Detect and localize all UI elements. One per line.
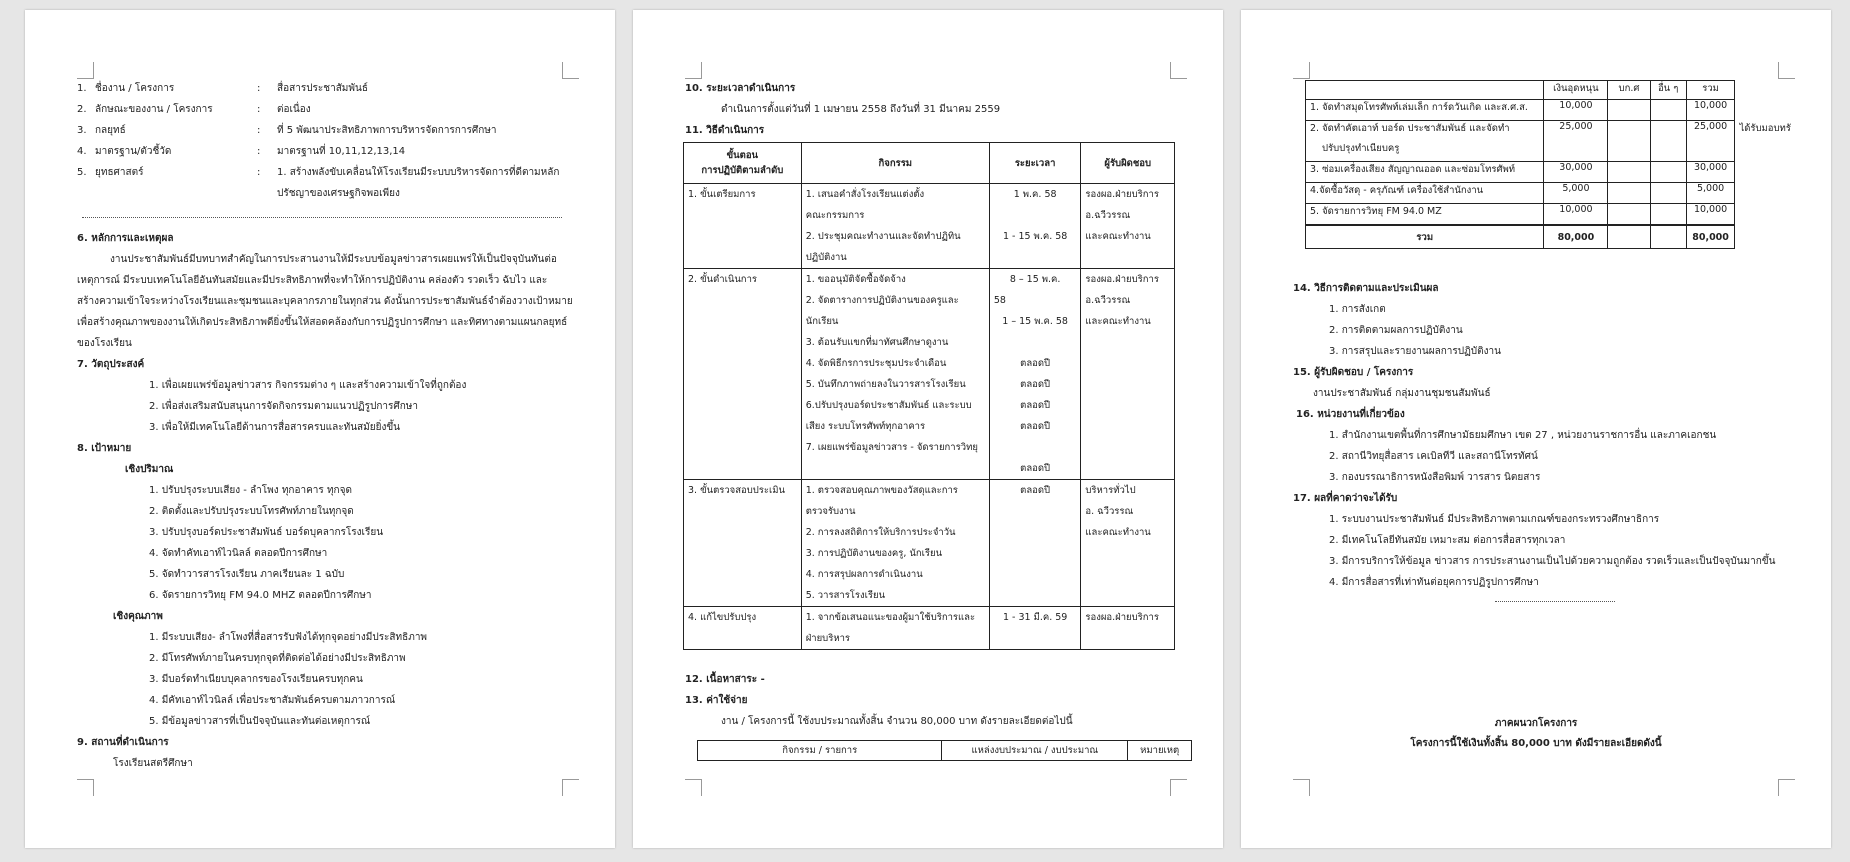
header-responsible: ผู้รับผิดชอบ [1081, 143, 1175, 184]
stage-label: 4. แก้ไขปรับปรุง [688, 612, 757, 623]
rationale-line: ของโรงเรียน [77, 338, 132, 349]
header-cell: อื่น ๆ [1650, 81, 1686, 100]
header-num: 1. [77, 83, 87, 94]
other-cell [1650, 162, 1686, 183]
crop-mark [1778, 62, 1795, 79]
duration-line: ตลอดปี [1020, 379, 1051, 390]
header-label: ยุทธศาสตร์ [95, 167, 144, 178]
item-cell: 3. ซ่อมเครื่องเสียง สัญญาณออด และซ่อมโทรศัพท์ [1306, 162, 1544, 183]
activity-line: 3. การปฏิบัติงานของครู, นักเรียน [805, 548, 943, 559]
header-colon: : [257, 125, 261, 136]
stage-label: 1. ขั้นเตรียมการ [688, 189, 756, 200]
activity-cell [801, 269, 989, 480]
activity-cell [801, 480, 989, 607]
strategy: ที่ 5 พัฒนาประสิทธิภาพการบริหารจัดการการศึกษา [277, 125, 497, 136]
header-cell: หมายเหตุ [1128, 741, 1192, 761]
rationale-line: เพื่อสร้างคุณภาพของงานให้เกิดประสิทธิภาพดียิ่งขึ้นให้สอดคล้องกับการปฏิรูปการศึกษา และทิศทางตามแผนกลยุทธ์ [77, 317, 568, 328]
crop-mark [77, 779, 94, 796]
responsible-cell [1081, 269, 1175, 480]
activity-line: ตรวจรับงาน [805, 506, 856, 517]
bks-cell [1608, 183, 1650, 204]
duration-line: 1 - 31 มี.ค. 59 [1002, 612, 1068, 623]
responsible-cell [1081, 480, 1175, 607]
duration-line: 1 - 15 พ.ค. 58 [1002, 231, 1068, 242]
crop-mark [1170, 779, 1187, 796]
section-15-title: 15. ผู้รับผิดชอบ / โครงการ [1293, 367, 1414, 378]
duration-line [994, 437, 1077, 458]
table-header-row [1306, 81, 1804, 100]
stage-cell [684, 184, 802, 269]
header-cell: เงินอุดหนุน [1544, 81, 1608, 100]
duration-line: ตลอดปี [1020, 421, 1051, 432]
header-colon: : [257, 83, 261, 94]
table-header-row [698, 741, 1192, 761]
item-cell: 1. จัดทำสมุดโทรศัพท์เล่มเล็ก การ์ดวันเกิด และส.ศ.ส. [1306, 100, 1544, 121]
separator [82, 217, 562, 218]
activity-line: ฝ่ายบริหาร [805, 633, 851, 644]
crop-mark [685, 779, 702, 796]
responsible-line: อ. ฉวีวรรณ [1085, 506, 1134, 517]
header-label: ชื่องาน / โครงการ [95, 83, 175, 94]
header-colon: : [257, 167, 261, 178]
table-row [1306, 100, 1804, 121]
rationale-line: เหตุการณ์ มีระบบเทคโนโลยีอันทันสมัยและมีประสิทธิภาพที่จะทำให้การปฏิบัติงาน คล่องตัว รวดเร็ว ฉับไว และ [77, 275, 548, 286]
section-12-title: 12. เนื้อหาสาระ - [685, 674, 765, 685]
header-activity: กิจกรรม [801, 143, 989, 184]
section-13-title: 13. ค่าใช้จ่าย [685, 695, 748, 706]
table-row [684, 269, 1175, 480]
policy: 1. สร้างพลังขับเคลื่อนให้โรงเรียนมีระบบบริหารจัดการที่ดีตามหลัก [277, 167, 560, 178]
outcome-item: 2. มีเทคโนโลยีทันสมัย เหมาะสม ต่อการสื่อสารทุกเวลา [1329, 535, 1566, 546]
note-cell [1735, 162, 1803, 183]
target-item: 5. มีข้อมูลข่าวสารที่เป็นปัจจุบันและทันต่อเหตุการณ์ [149, 716, 371, 727]
total-cell: 30,000 [1686, 162, 1735, 183]
activity-line: 7. เผยแพร่ข้อมูลข่าวสาร - จัดรายการวิทยุ [805, 442, 978, 453]
document-page-3 [1241, 10, 1831, 848]
qualitative-title: เชิงคุณภาพ [113, 611, 163, 622]
table-row [1306, 121, 1804, 142]
activity-line: 2. ประชุมคณะทำงานและจัดทำปฏิทิน [805, 231, 961, 242]
table-row [684, 480, 1175, 607]
outcome-item: 4. มีการสื่อสารที่เท่าทันต่อยุคการปฏิรูปการศึกษา [1329, 577, 1539, 588]
total-cell: 5,000 [1686, 183, 1735, 204]
subsidy-cell [1544, 141, 1608, 162]
duration-line: ตลอดปี [1020, 358, 1051, 369]
section-10-title: 10. ระยะเวลาดำเนินการ [685, 83, 796, 94]
section-8-title: 8. เป้าหมาย [77, 443, 132, 454]
objective-item: 2. เพื่อส่งเสริมสนับสนุนการจัดกิจกรรมตามแนวปฏิรูปการศึกษา [149, 401, 418, 412]
section-17-title: 17. ผลที่คาดว่าจะได้รับ [1293, 493, 1398, 504]
policy-cont: ปรัชญาของเศรษฐกิจพอเพียง [277, 188, 400, 199]
subsidy-cell: 25,000 [1544, 121, 1608, 142]
section-7-title: 7. วัตถุประสงค์ [77, 359, 145, 370]
activity-line: 5. วารสารโรงเรียน [805, 590, 886, 601]
target-item: 1. ปรับปรุงระบบเสียง - ลำโพง ทุกอาคาร ทุกจุด [149, 485, 352, 496]
crop-mark [1778, 779, 1795, 796]
activity-line: 2. จัดตารางการปฏิบัติงานของครูและ [805, 295, 959, 306]
duration-cell [989, 269, 1081, 480]
activity-line: 1. เสนอคำสั่งโรงเรียนแต่งตั้ง [805, 189, 925, 200]
activity-line: 1. จากข้อเสนอแนะของผู้มาใช้บริการและ [805, 612, 976, 623]
header-stage: ขั้นตอน [726, 150, 759, 161]
table-row [1306, 141, 1804, 162]
responsible-line: รองผอ.ฝ่ายบริการ [1085, 274, 1159, 285]
header-label: กลยุทธ์ [95, 125, 126, 136]
activity-cell [801, 607, 989, 650]
location-value: โรงเรียนสตรีศึกษา [113, 758, 193, 769]
header-cell: บก.ศ [1608, 81, 1650, 100]
duration-cell [989, 607, 1081, 650]
standard: มาตรฐานที่ 10,11,12,13,14 [277, 146, 406, 157]
header-num: 5. [77, 167, 87, 178]
duration-value: ดำเนินการตั้งแต่วันที่ 1 เมษายน 2558 ถึงวันที่ 31 มีนาคม 2559 [721, 104, 1001, 115]
outcome-item: 3. มีการบริการให้ข้อมูล ข่าวสาร การประสานงานเป็นไปด้วยความถูกต้อง รวดเร็วและเป็นปัจจุบันมากขึ้น [1329, 556, 1776, 567]
header-label: มาตรฐาน/ตัวชี้วัด [95, 146, 172, 157]
activity-line: คณะกรรมการ [805, 210, 865, 221]
responsible-line: รองผอ.ฝ่ายบริการ [1085, 612, 1159, 623]
document-page-2 [633, 10, 1223, 848]
item-cell: 4.จัดซื้อวัสดุ - ครุภัณฑ์ เครื่องใช้สำนักงาน [1306, 183, 1544, 204]
section-6-title: 6. หลักการและเหตุผล [77, 233, 174, 244]
responsible-line: บริหารทั่วไป [1085, 485, 1136, 496]
total-cell: 10,000 [1686, 204, 1735, 226]
duration-line: ตลอดปี [1020, 400, 1051, 411]
note-cell [1735, 100, 1803, 121]
total-sum: 80,000 [1686, 225, 1735, 249]
total-cell: 10,000 [1686, 100, 1735, 121]
header-colon: : [257, 146, 261, 157]
crop-mark [562, 62, 579, 79]
other-cell [1650, 204, 1686, 226]
responsible-line: และคณะทำงาน [1085, 231, 1151, 242]
appendix-subtitle: โครงการนี้ใช้เงินทั้งสิ้น 80,000 บาท ดังมีรายละเอียดดังนี้ [1410, 738, 1662, 749]
agency-item: 3. กองบรรณาธิการหนังสือพิมพ์ วารสาร นิตยสาร [1329, 472, 1541, 483]
target-item: 3. มีบอร์ดทำเนียบบุคลากรของโรงเรียนครบทุกคน [149, 674, 363, 685]
section-14-title: 14. วิธีการติดตามและประเมินผล [1293, 283, 1439, 294]
budget-summary: งาน / โครงการนี้ ใช้งบประมาณทั้งสิ้น จำนวน 80,000 บาท ดังรายละเอียดต่อไปนี้ [721, 716, 1073, 727]
total-label: รวม [1306, 225, 1544, 249]
responsible-line: อ.ฉวีวรรณ [1085, 295, 1131, 306]
agency-item: 1. สำนักงานเขตพื้นที่การศึกษามัธยมศึกษา เขต 27 , หน่วยงานราชการอื่น และภาคเอกชน [1329, 430, 1717, 441]
item-cell: ปรับปรุงทำเนียบครู [1306, 141, 1544, 162]
subsidy-cell: 10,000 [1544, 100, 1608, 121]
header-cell: แหล่งงบประมาณ / งบประมาณ [942, 741, 1128, 761]
bks-cell [1608, 162, 1650, 183]
activity-line: 6.ปรับปรุงบอร์ดประชาสัมพันธ์ และระบบ [805, 400, 972, 411]
header-cell: รวม [1686, 81, 1735, 100]
table-row [1306, 204, 1804, 226]
document-page-1 [25, 10, 615, 848]
budget-header-table [697, 740, 1192, 761]
header-duration: ระยะเวลา [989, 143, 1081, 184]
evaluation-item: 1. การสังเกต [1329, 304, 1386, 315]
subsidy-cell: 10,000 [1544, 204, 1608, 226]
note-cell [1735, 183, 1803, 204]
rationale-line: งานประชาสัมพันธ์มีบทบาทสำคัญในการประสานงานให้มีระบบข้อมูลข่าวสารเผยแพร่ให้เป็นปัจจุบันทันต่อ [110, 254, 557, 265]
bks-cell [1608, 141, 1650, 162]
target-item: 6. จัดรายการวิทยุ FM 94.0 MHZ ตลอดปีการศึกษา [149, 590, 372, 601]
crop-mark [562, 779, 579, 796]
evaluation-item: 2. การติดตามผลการปฏิบัติงาน [1329, 325, 1463, 336]
other-cell [1650, 183, 1686, 204]
activity-line: 5. บันทึกภาพถ่ายลงในวารสารโรงเรียน [805, 379, 966, 390]
responsible-cell [1081, 607, 1175, 650]
note-cell [1735, 204, 1803, 226]
table-row [1306, 162, 1804, 183]
item-cell: 2. จัดทำคัตเอาท์ บอร์ด ประชาสัมพันธ์ และจัดทำ [1306, 121, 1544, 142]
duration-line: ตลอดปี [1020, 463, 1051, 474]
total-bks [1608, 225, 1650, 249]
header-num: 4. [77, 146, 87, 157]
duration-line: ตลอดปี [1020, 485, 1051, 496]
stage-cell [684, 269, 802, 480]
appendix-title: ภาคผนวกโครงการ [1494, 718, 1578, 729]
duration-line: 8 – 15 พ.ค. [1009, 274, 1061, 285]
other-cell [1650, 100, 1686, 121]
crop-mark [77, 62, 94, 79]
stage-cell [684, 480, 802, 607]
table-row [1306, 183, 1804, 204]
bks-cell [1608, 204, 1650, 226]
duration-cell [989, 184, 1081, 269]
bks-cell [1608, 121, 1650, 142]
header-num: 2. [77, 104, 87, 115]
header-cell: กิจกรรม / รายการ [698, 741, 942, 761]
activity-line: 1. ขออนุมัติจัดซื้อจัดจ้าง [805, 274, 906, 285]
duration-line: 58 [993, 295, 1006, 306]
note-cell [1735, 81, 1803, 100]
duration-cell [989, 480, 1081, 607]
total-row [1306, 225, 1804, 249]
other-cell [1650, 141, 1686, 162]
project-type: ต่อเนื่อง [277, 104, 311, 115]
target-item: 2. มีโทรศัพท์ภายในครบทุกจุดที่ติดต่อได้อย่างมีประสิทธิภาพ [149, 653, 406, 664]
activity-line: 4. การสรุปผลการดำเนินงาน [805, 569, 923, 580]
bks-cell [1608, 100, 1650, 121]
quantitative-title: เชิงปริมาณ [125, 464, 174, 475]
subsidy-cell: 30,000 [1544, 162, 1608, 183]
total-subsidy: 80,000 [1544, 225, 1608, 249]
activity-line: 3. ต้อนรับแขกที่มาทัศนศึกษาดูงาน [805, 337, 949, 348]
method-table [683, 142, 1175, 650]
duration-line: 1 – 15 พ.ค. 58 [1002, 316, 1068, 327]
responsible-line: และคณะทำงาน [1085, 316, 1151, 327]
table-row [684, 184, 1175, 269]
total-other [1650, 225, 1686, 249]
activity-cell [801, 184, 989, 269]
stage-cell [684, 607, 802, 650]
target-item: 3. ปรับปรุงบอร์ดประชาสัมพันธ์ บอร์ดบุคลากรโรงเรียน [149, 527, 384, 538]
section-9-title: 9. สถานที่ดำเนินการ [77, 737, 169, 748]
header-num: 3. [77, 125, 87, 136]
crop-mark [685, 62, 702, 79]
activity-line: นักเรียน [805, 316, 839, 327]
activity-line: ปฏิบัติงาน [805, 252, 847, 263]
stage-label: 2. ขั้นดำเนินการ [688, 274, 758, 285]
table-row [684, 607, 1175, 650]
target-item: 2. ติดตั้งและปรับปรุงระบบโทรศัพท์ภายในทุกจุด [149, 506, 354, 517]
target-item: 1. มีระบบเสียง- ลำโพงที่สื่อสารรับฟังได้ทุกจุดอย่างมีประสิทธิภาพ [149, 632, 428, 643]
responsible-line: และคณะทำงาน [1085, 527, 1151, 538]
section-11-title: 11. วิธีดำเนินการ [685, 125, 765, 136]
total-cell [1686, 141, 1735, 162]
header-cell [1306, 81, 1544, 100]
responsible-cell [1081, 184, 1175, 269]
budget-table [1305, 80, 1803, 249]
header-label: ลักษณะของงาน / โครงการ [95, 104, 213, 115]
responsible-line: อ.ฉวีวรรณ [1085, 210, 1131, 221]
subsidy-cell: 5,000 [1544, 183, 1608, 204]
activity-line: 1. ตรวจสอบคุณภาพของวัสดุและการ [805, 485, 958, 496]
note-cell: ได้รับมอบทรั [1739, 122, 1791, 134]
total-cell: 25,000 [1686, 121, 1735, 142]
header-order: การปฏิบัติตามลำดับ [701, 165, 784, 176]
duration-line [994, 205, 1077, 226]
rationale-line: สร้างความเข้าใจระหว่างโรงเรียนและชุมชนและบุคลากรภายในทุกส่วน ดังนั้นการประชาสัมพันธ์จำต้องวางเป้าหมาย [77, 296, 573, 307]
crop-mark [1170, 62, 1187, 79]
header-cell [684, 143, 802, 184]
crop-mark [1293, 62, 1310, 79]
note-cell [1735, 225, 1803, 249]
item-cell: 5. จัดรายการวิทยุ FM 94.0 MZ [1306, 204, 1544, 226]
responsible-value: งานประชาสัมพันธ์ กลุ่มงานชุมชนสัมพันธ์ [1313, 388, 1491, 399]
responsible-line: รองผอ.ฝ่ายบริการ [1085, 189, 1159, 200]
evaluation-item: 3. การสรุปและรายงานผลการปฏิบัติงาน [1329, 346, 1501, 357]
crop-mark [1293, 779, 1310, 796]
objective-item: 1. เพื่อเผยแพร่ข้อมูลข่าวสาร กิจกรรมต่าง ๆ และสร้างความเข้าใจที่ถูกต้อง [149, 380, 467, 391]
table-header-row [684, 143, 1175, 184]
activity-line: 2. การลงสถิติการให้บริการประจำวัน [805, 527, 956, 538]
target-item: 5. จัดทำวารสารโรงเรียน ภาคเรียนละ 1 ฉบับ [149, 569, 345, 580]
section-16-title: 16. หน่วยงานที่เกี่ยวข้อง [1296, 409, 1405, 420]
stage-label: 3. ขั้นตรวจสอบประเมิน [688, 485, 786, 496]
project-name: สื่อสารประชาสัมพันธ์ [277, 83, 368, 94]
activity-line: 4. จัดพิธีกรการประชุมประจำเดือน [805, 358, 947, 369]
duration-line [994, 332, 1077, 353]
duration-line: 1 พ.ค. 58 [1013, 189, 1057, 200]
outcome-item: 1. ระบบงานประชาสัมพันธ์ มีประสิทธิภาพตามเกณฑ์ของกระทรวงศึกษาธิการ [1329, 514, 1660, 525]
agency-item: 2. สถานีวิทยุสื่อสาร เคเบิลทีวี และสถานีโทรทัศน์ [1329, 451, 1538, 462]
objective-item: 3. เพื่อให้มีเทคโนโลยีด้านการสื่อสารครบและทันสมัยยิ่งขึ้น [149, 422, 401, 433]
activity-line: เสียง ระบบโทรศัพท์ทุกอาคาร [805, 421, 926, 432]
separator [1495, 601, 1615, 602]
header-colon: : [257, 104, 261, 115]
other-cell [1650, 121, 1686, 142]
target-item: 4. มีคัทเอาท์ไวนิลล์ เพื่อประชาสัมพันธ์ครบตามภาวการณ์ [149, 695, 396, 706]
note-cell [1735, 141, 1803, 162]
target-item: 4. จัดทำคัทเอาท์ไวนิลล์ ตลอดปีการศึกษา [149, 548, 328, 559]
